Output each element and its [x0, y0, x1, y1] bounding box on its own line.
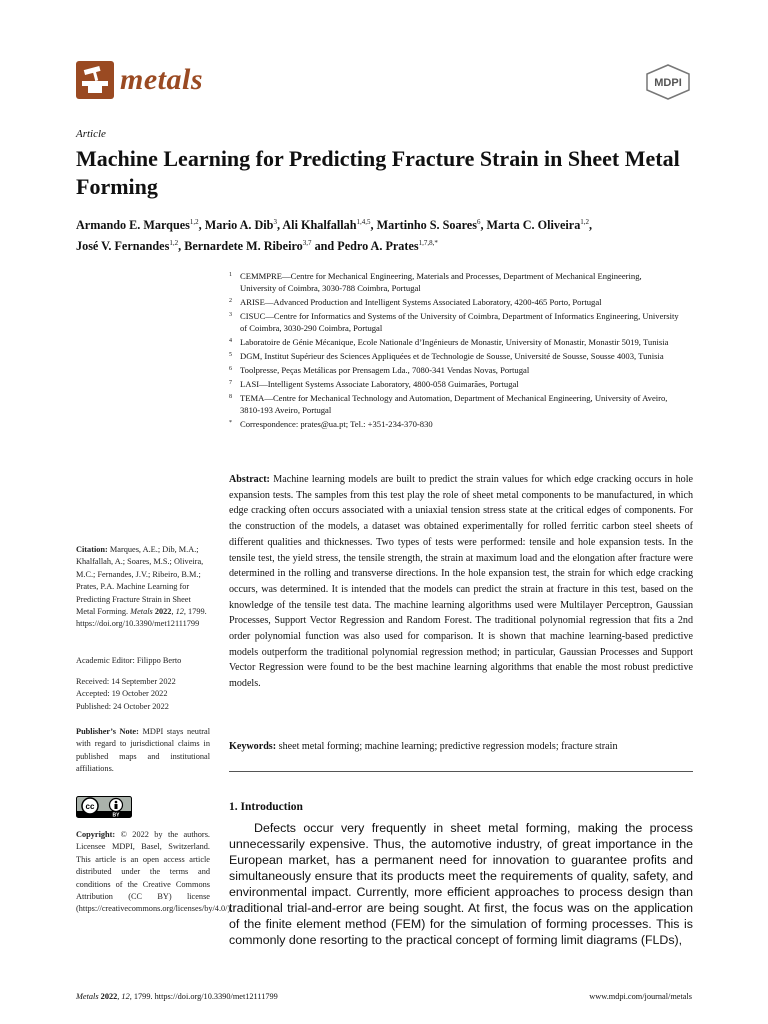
accepted-date: Accepted: 19 October 2022	[76, 689, 168, 699]
author-affiliation-mark: 6	[476, 218, 481, 226]
affiliation-item	[229, 350, 679, 362]
dates-block	[76, 676, 210, 713]
article-type: Article	[76, 128, 106, 140]
affiliation-text: LASI—Intelligent Systems Associate Laboratory, 4800-058 Guimarães, Portugal	[240, 379, 519, 389]
affiliation-text: CEMMPRE—Centre for Mechanical Engineering, Materials and Processes, Department of Mechanical Engineering, University of Coimbra, 3030-788 Coimbra, Portugal	[240, 271, 642, 293]
cc-by-icon[interactable]	[76, 796, 132, 818]
affiliation-number: 7	[229, 380, 232, 386]
author-affiliation-mark: 3	[273, 218, 277, 226]
section-divider	[229, 771, 693, 772]
affiliation-number: 8	[229, 394, 232, 400]
affiliation-number: 4	[229, 338, 232, 344]
affiliation-item	[229, 270, 679, 294]
footer-journal: Metals	[76, 992, 99, 1001]
author-name: Mario A. Dib	[204, 218, 274, 233]
citation-label: Citation:	[76, 545, 108, 554]
keywords	[229, 740, 693, 754]
affiliation-number: *	[229, 420, 232, 426]
affiliation-text: ARISE—Advanced Production and Intelligent Systems Associated Laboratory, 4200-465 Porto, Portugal	[240, 297, 602, 307]
copyright-label: Copyright:	[76, 830, 116, 839]
author-name: Pedro A. Prates	[337, 239, 419, 254]
author-separator: ,	[198, 218, 205, 233]
publisher-note-label: Publisher’s Note:	[76, 727, 139, 736]
citation-year: 2022	[154, 607, 172, 617]
affiliation-number: 1	[229, 272, 232, 278]
author-affiliation-mark: 1,2	[169, 239, 179, 248]
author-separator: ,	[589, 218, 593, 233]
academic-editor: Academic Editor: Filippo Berto	[76, 656, 182, 665]
received-date: Received: 14 September 2022	[76, 677, 176, 686]
citation-doi[interactable]: , 1799. https://doi.org/10.3390/met12111799	[76, 607, 207, 629]
footer-doi[interactable]: , 1799. https://doi.org/10.3390/met12111799	[129, 992, 278, 1001]
license-badge: BY	[112, 812, 120, 818]
abstract	[229, 472, 693, 692]
citation-journal: Metals	[130, 607, 153, 617]
author-name: Ali Khalfallah	[282, 218, 357, 233]
author-affiliation-mark: 3,7	[302, 239, 312, 248]
publisher-note	[76, 726, 210, 776]
affiliation-text: CISUC—Centre for Informatics and Systems of the University of Coimbra, Department of Informatics Engineering, University of Coimbra, 3030-290 Coimbra, Portugal	[240, 311, 679, 333]
author-name: José V. Fernandes	[76, 239, 170, 254]
author-name: Armando E. Marques	[76, 218, 190, 233]
author-separator: ,	[480, 218, 487, 233]
citation-volume: 12	[175, 607, 184, 617]
author-affiliation-mark: 1,2	[580, 218, 590, 226]
footer-volume: 12	[121, 992, 130, 1001]
author-affiliation-mark: 1,2	[189, 218, 199, 226]
affiliation-number: 5	[229, 352, 232, 358]
author-affiliation-mark: 1,4,5	[356, 218, 371, 226]
publisher-note-text: MDPI stays neutral with regard to jurisdictional claims in published maps and institutional affiliations.	[76, 727, 211, 774]
published-date: Published: 24 October 2022	[76, 701, 169, 711]
citation-block: Citation: Marques, A.E.; Dib, M.A.; Khalfallah, A.; Soares, M.S.; Oliveira, M.C.; Fernandes, J.V.; Ribeiro, B.M.; Prates, P.A. Machine Learning for Predicting Fracture Strain in Sheet Metal Forming. Metals 2022, 12, 1799. https://doi.org/10.3390/met12111799	[76, 545, 207, 629]
affiliation-item	[229, 378, 679, 390]
author-separator: ,	[370, 218, 377, 233]
author-name: Martinho S. Soares	[376, 218, 477, 233]
author-name: Marta C. Oliveira	[486, 218, 581, 233]
mdpi-logo-icon	[644, 64, 692, 100]
affiliation-item	[229, 364, 679, 376]
author-separator: ,	[276, 218, 283, 233]
affiliation-text: Toolpresse, Peças Metálicas por Prensagem Lda., 7080-341 Vendas Novas, Portugal	[240, 365, 530, 375]
intro-paragraph: Defects occur very frequently in sheet metal forming, making the process unnecessarily expensive. Thus, the automotive industry, of great importance in the European market, has a permanent need for innovation to guarantee profits and simultaneously ensure that its products meet the requirements of quality, safety, and environmental impact. Currently, more efficient approaches to process design than traditional trial-and-error are being sought. At first, the focus was on the application of the finite element method (FEM) for the simulation of forming processes. This is commonly done resorting to the practical concept of forming limit diagrams (FLDs),	[229, 821, 693, 947]
abstract-label: Abstract:	[229, 474, 270, 485]
copyright-text: © 2022 by the authors. Licensee MDPI, Basel, Switzerland. This article is an open access article distributed under the terms and conditions of the Creative Commons Attribution (CC BY) license (https://creativecommons.org/licenses/by/4.0/).	[76, 830, 233, 914]
abstract-text: Machine learning models are built to predict the strain values for which edge cracking occurs in hole expansion tests. The samples from this test play the role of sheet metal components to be manufactured, in which edge cracking often occurs associated with a uniaxial tension stress state at the critical edges of components. For the construction of the models, a dataset was obtained experimentally for rolled ferritic carbon steel sheets of different qualities and thicknesses. Two types of tests were performed: tensile and hole expansion tests. In the tensile test, the yield stress, the tensile strength, the strain at maximum load and the elongation after fracture were determined in the rolling and transverse directions. In the hole expansion test, the strain for which edge cracking occurs, was determined. It is intended that the models can predict the strain at fracture in this test, based on the knowledge of the tensile test data. The machine learning algorithms used were Multilayer Perceptron, Gaussian Processes, Support Vector Regression and Random Forest. The traditional polynomial regression that fits a 2nd order polynomial function was also used for comparison. It is shown that machine learning-based predictive models outperform the traditional polynomial regression method; in particular, Gaussian Processes and Support Vector Regression were found to be the best machine learning algorithms that enable the most robust predictive models.	[229, 474, 693, 690]
introduction-body	[229, 820, 693, 948]
paper-title: Machine Learning for Predicting Fracture Strain in Sheet Metal Forming	[76, 146, 680, 199]
author-separator: ,	[178, 239, 185, 254]
author-affiliation-mark: 1,7,8,*	[418, 239, 438, 248]
author-separator: and	[311, 239, 338, 254]
affiliation-text: TEMA—Centre for Mechanical Technology and Automation, Department of Mechanical Engineering, University of Aveiro, 3810-193 Aveiro, Portugal	[240, 393, 668, 415]
footer-citation: Metals 2022, 12, 1799. https://doi.org/10.3390/met12111799	[76, 992, 278, 1001]
publisher-name: MDPI	[654, 77, 682, 89]
section-heading: 1. Introduction	[229, 801, 303, 813]
copyright-block	[76, 829, 233, 916]
affiliation-text: Laboratoire de Génie Mécanique, Ecole Nationale d’Ingénieurs de Monastir, University of Monastir, Monastir 5019, Tunisia	[240, 337, 669, 347]
footer-year: 2022	[100, 992, 118, 1001]
affiliation-number: 2	[229, 298, 232, 304]
affiliation-item	[229, 418, 679, 430]
keywords-label: Keywords:	[229, 741, 277, 752]
affiliation-item	[229, 336, 679, 348]
affiliation-item	[229, 310, 679, 334]
affiliation-text: DGM, Institut Supérieur des Sciences Appliquées et de Technologie de Sousse, Université de Sousse, Sousse 4003, Tunisia	[240, 351, 664, 361]
journal-logo	[76, 58, 316, 102]
svg-text:cc: cc	[85, 802, 95, 811]
affiliation-number: 6	[229, 366, 232, 372]
affiliation-item	[229, 392, 679, 416]
affiliation-list	[229, 270, 679, 432]
citation-text: Marques, A.E.; Dib, M.A.; Khalfallah, A.; Soares, M.S.; Oliveira, M.C.; Fernandes, J.V.; Ribeiro, B.M.; Prates, P.A. Machine Learning for Predicting Fracture Strain in Sheet Metal Forming.	[76, 545, 204, 617]
author-list	[76, 213, 716, 255]
affiliation-text: Correspondence: prates@ua.pt; Tel.: +351-234-370-830	[240, 419, 433, 429]
affiliation-number: 3	[229, 312, 232, 318]
author-name: Bernardete M. Ribeiro	[184, 239, 303, 254]
footer-url[interactable]: www.mdpi.com/journal/metals	[589, 992, 692, 1001]
anvil-hammer-icon	[76, 61, 114, 99]
keywords-text: sheet metal forming; machine learning; predictive regression models; fracture strain	[278, 741, 618, 752]
affiliation-item	[229, 296, 679, 308]
journal-name: metals	[120, 63, 203, 96]
